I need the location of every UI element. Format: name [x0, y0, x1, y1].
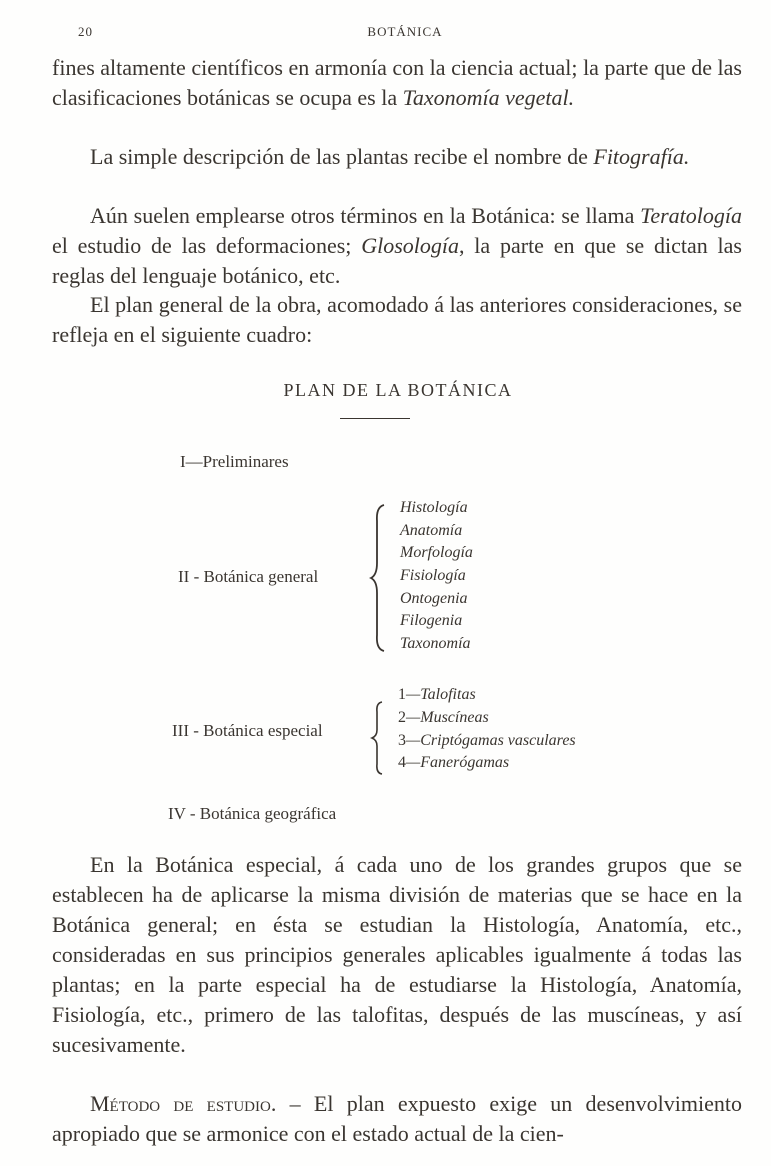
paragraph-4: El plan general de la obra, acomodado á las anteriores consideraciones, se refleja en el siguiente cuadro: [52, 292, 742, 347]
plan-section-3-label: III - Botánica especial [172, 721, 323, 740]
paragraph-3-text-a: Aún suelen emplearse otros términos en la Botánica: se llama [90, 203, 641, 228]
running-title: BOTÁNICA [367, 24, 443, 39]
plan-section-2-item-3: Morfología [400, 544, 473, 561]
term-glosologia: Glosología [361, 233, 460, 258]
paragraph-3 [52, 201, 742, 291]
plan-title-rule [340, 418, 410, 419]
plan-section-4-label: IV - Botánica geográfica [168, 804, 337, 823]
term-teratologia: Teratología [640, 203, 742, 228]
section-heading-metodo: Método de estudio. [90, 1091, 277, 1116]
term-fitografia: Fitografía. [593, 144, 690, 169]
paragraph-2-text: La simple descripción de las plantas recibe el nombre de [90, 144, 594, 169]
paragraph-2 [52, 142, 742, 172]
plan-section-2-item-1: Histología [400, 499, 468, 516]
plan-section-2-item-2: Anatomía [400, 522, 463, 539]
plan-section-2-item-4: Fisiología [400, 567, 466, 584]
plan-section-1-label: I—Preliminares [180, 452, 289, 471]
plan-section-3-item-4: 4—Fanerógamas [398, 754, 510, 771]
item-number: 2 [398, 709, 406, 726]
plan-section-3-item-2: 2—Muscíneas [398, 709, 489, 726]
paragraph-3-text-b: el estudio de las deformaciones; [52, 233, 362, 258]
brace-section-2 [368, 503, 392, 653]
paragraph-6-text: – El plan expuesto exige un desenvolvimiento apropiado que se armonice con el estado actual de la cien- [52, 1091, 742, 1146]
paragraph-6 [52, 1089, 742, 1149]
term-taxonomia-vegetal: Taxonomía vegetal. [402, 85, 575, 110]
paragraph-1-text: fines altamente científicos en armonía con la ciencia actual; la parte que de las clasificaciones botánicas se ocupa es la [52, 55, 742, 110]
page-header [50, 24, 740, 44]
item-name: Talofitas [420, 686, 476, 703]
page-number: 20 [78, 24, 93, 39]
plan-section-2-item-7: Taxonomía [400, 635, 471, 652]
item-number: 4 [398, 754, 406, 771]
plan-section-2-item-6: Filogenia [400, 612, 463, 629]
item-number: 1 [398, 686, 406, 703]
paragraph-1 [52, 53, 742, 113]
plan-section-3-item-1: 1—Talofitas [398, 686, 476, 703]
plan-title: PLAN DE LA BOTÁNICA [283, 380, 513, 400]
brace-section-3 [370, 700, 388, 776]
item-name: Muscíneas [420, 709, 489, 726]
plan-section-2-label: II - Botánica general [178, 567, 319, 586]
item-name: Criptógamas vasculares [420, 732, 576, 749]
paragraph-5: En la Botánica especial, á cada uno de los grandes grupos que se establecen ha de aplicarse la misma división de materias que se hace en la Botánica general; en ésta se estudian la Histología, Anatomía, etc., consideradas en sus principios generales aplicables igualmente á todas las plantas; en la parte especial ha de estudiarse la Histología, Anatomía, Fisiología, etc., primero de las talofitas, después de las muscíneas, y así sucesivamente. [52, 852, 742, 1057]
item-name: Fanerógamas [420, 754, 510, 771]
item-number: 3 [398, 732, 406, 749]
paragraph-3-text-c: , la parte en que se dictan las reglas del lenguaje botánico, etc. [52, 233, 742, 288]
plan-section-3-item-3: 3—Criptógamas vasculares [398, 732, 576, 749]
plan-section-2-item-5: Ontogenia [400, 590, 468, 607]
